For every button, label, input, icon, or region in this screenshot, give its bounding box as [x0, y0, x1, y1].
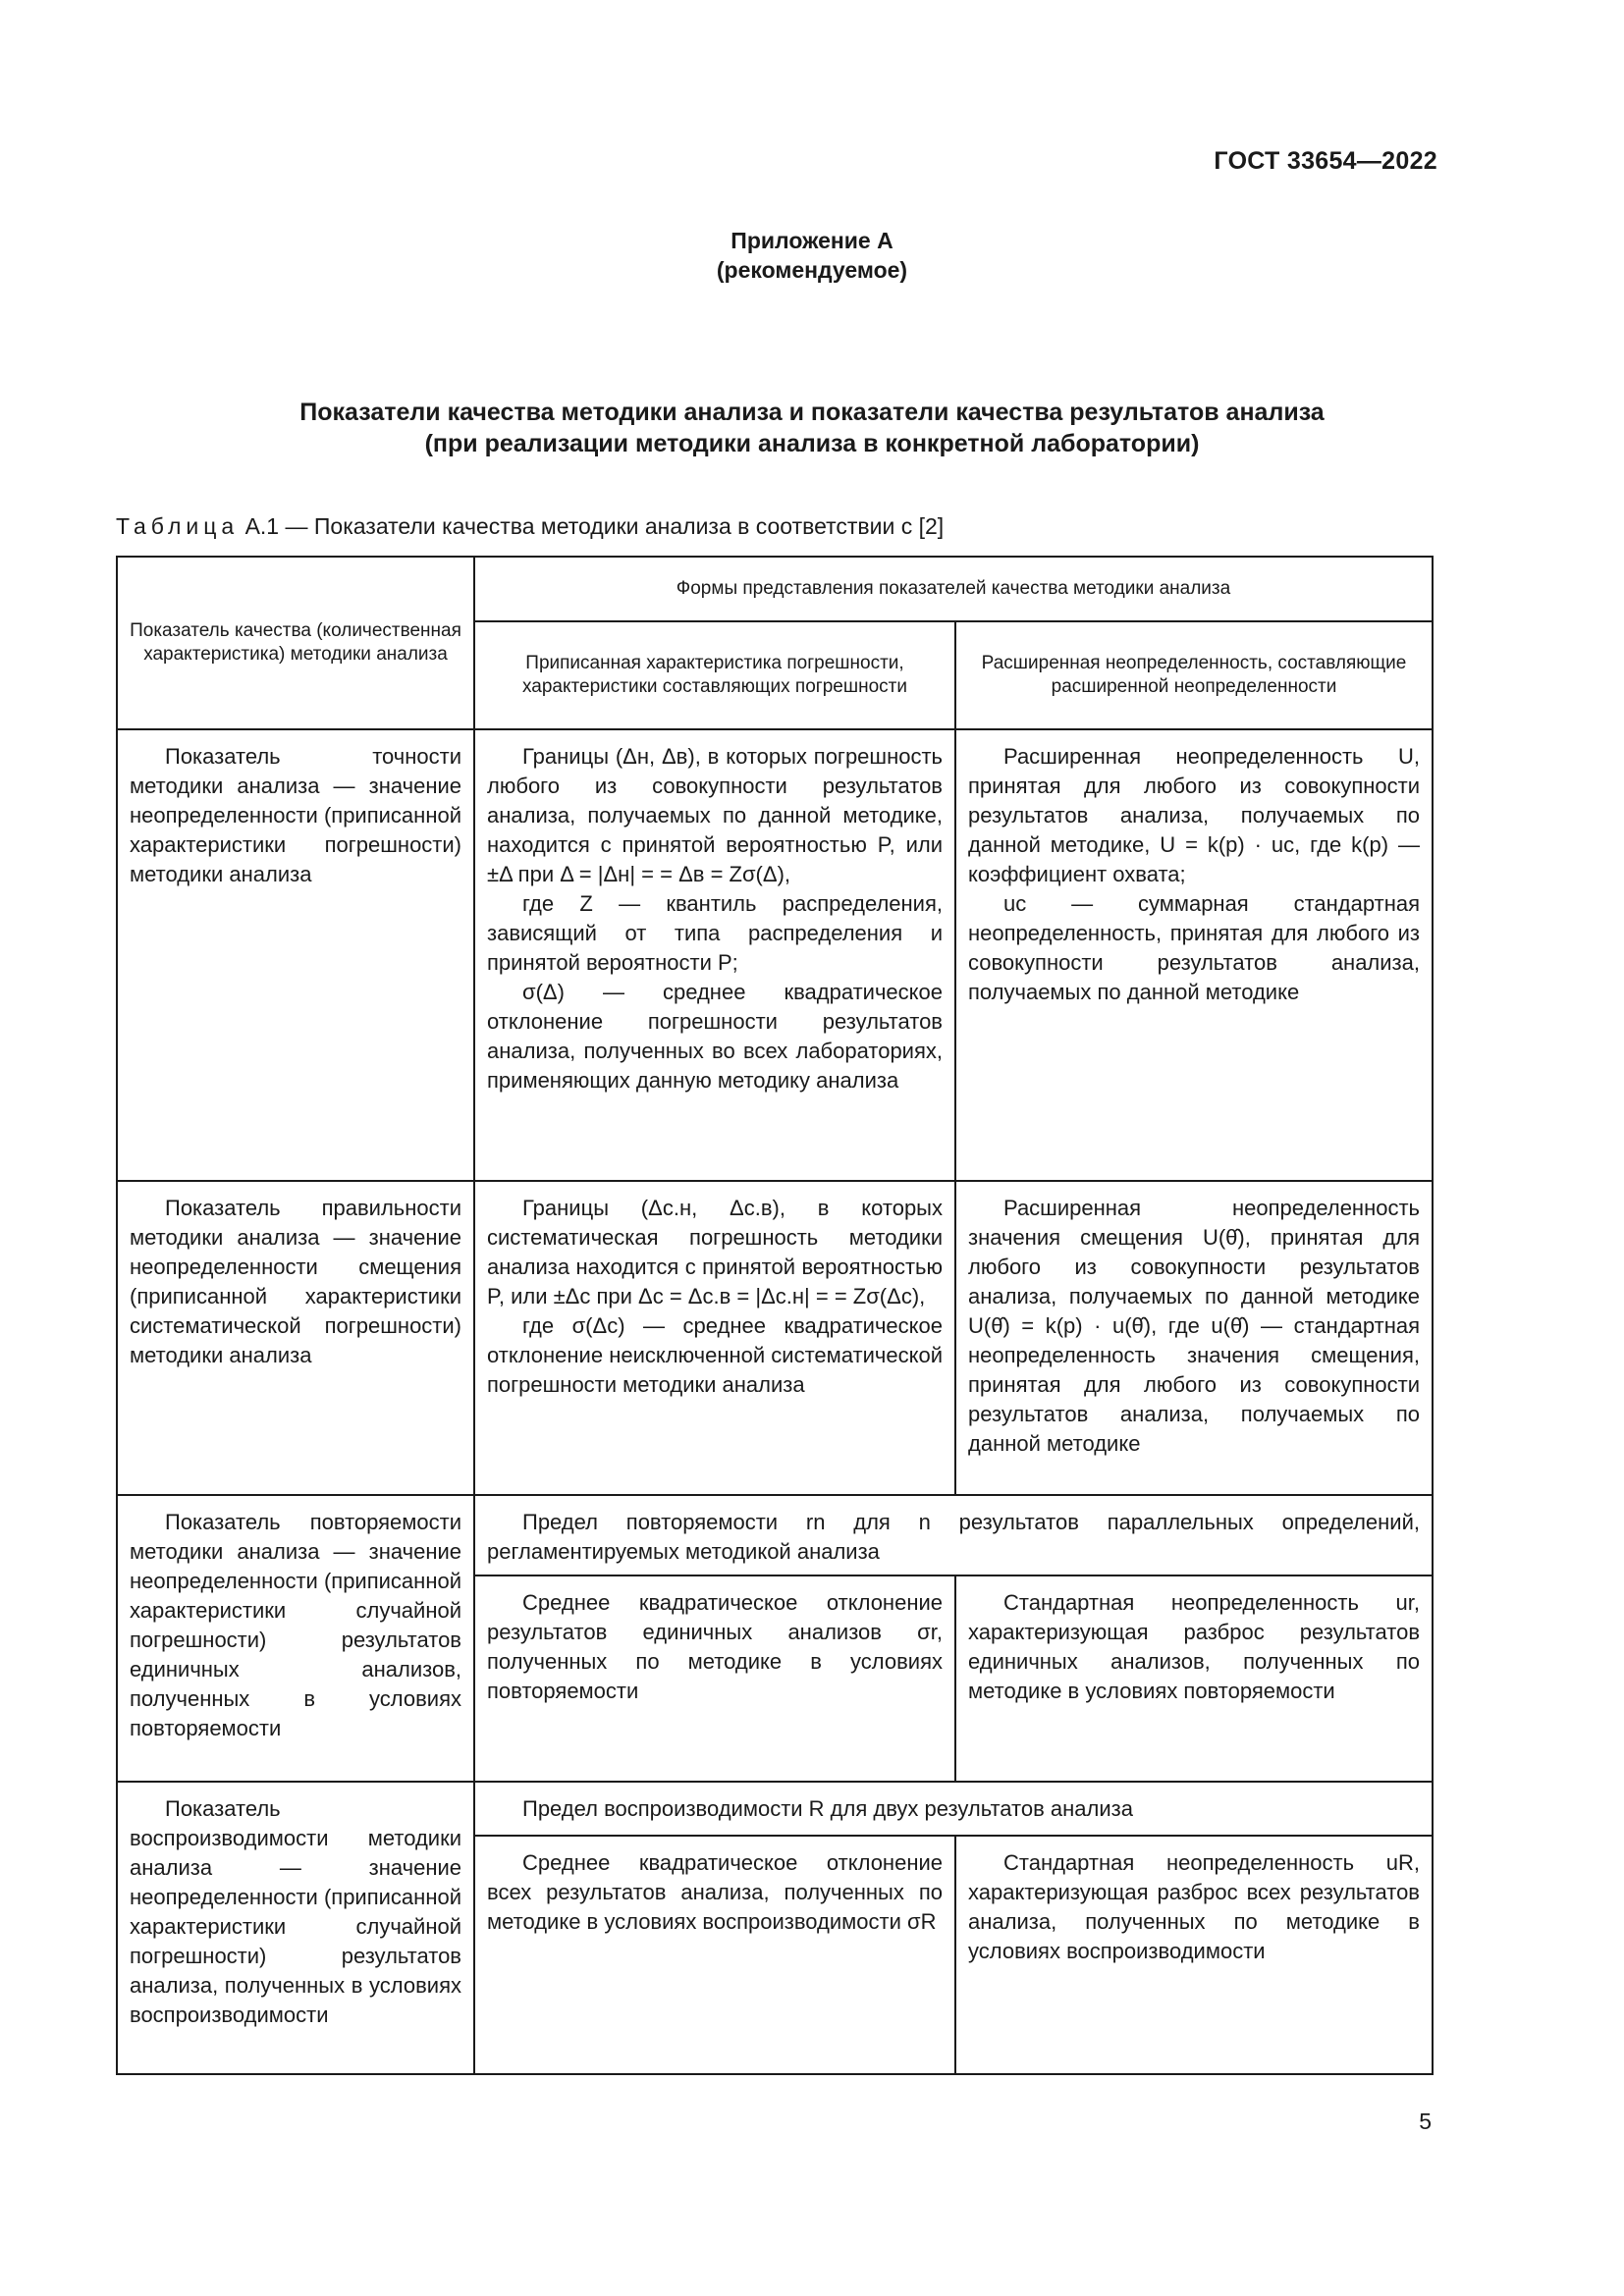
table-row	[117, 1782, 1433, 1836]
appendix-title: Приложение А	[731, 228, 893, 253]
error-paragraph: Границы (Δс.н, Δс.в), в которых систематическая погрешность методики анализа находится с принятой вероятностью P, или ±Δс при Δс = Δс.в = |Δс.н| = = Zσ(Δс),	[487, 1196, 943, 1308]
uncertainty-cell	[955, 1181, 1433, 1495]
error-paragraph: Границы (Δн, Δв), в которых погрешность любого из совокупности результатов анализа, получаемых по данной методике, находится с принятой вероятностью P, или ±Δ при Δ = |Δн| = = Δв = Zσ(Δ),	[487, 744, 943, 886]
document-number: ГОСТ 33654—2022	[1214, 147, 1437, 175]
indicator-text: Показатель правильности методики анализа — значение неопределенности смещения (приписанной характеристики систематической погрешности) методики анализа	[130, 1196, 461, 1367]
error-paragraph: Среднее квадратическое отклонение результатов единичных анализов σr, полученных по методике в условиях повторяемости	[487, 1590, 943, 1703]
limit-cell	[474, 1495, 1433, 1575]
indicator-cell	[117, 1495, 474, 1782]
col-error-header: Приписанная характеристика погрешности, характеристики составляющих погрешности	[474, 621, 955, 729]
uncertainty-cell	[955, 729, 1433, 1181]
table-row	[117, 1495, 1433, 1575]
error-cell	[474, 1181, 955, 1495]
indicator-text: Показатель точности методики анализа — значение неопределенности (приписанной характеристики погрешности) методики анализа	[130, 744, 461, 886]
error-cell	[474, 1575, 955, 1782]
error-paragraph: где σ(Δс) — среднее квадратическое отклонение неисключенной систематической погрешности методики анализа	[487, 1313, 943, 1397]
uncertainty-paragraph: uс — суммарная стандартная неопределенность, принятая для любого из совокупности результатов анализа, получаемых по данной методике	[968, 891, 1420, 1004]
error-paragraph: где Z — квантиль распределения, зависящий от типа распределения и принятой вероятности P;	[487, 891, 943, 975]
indicator-text: Показатель повторяемости методики анализа — значение неопределенности (приписанной характеристики случайной погрешности) результатов единичных анализов, полученных в условиях повторяемости	[130, 1510, 461, 1740]
error-paragraph: Среднее квадратическое отклонение всех результатов анализа, полученных по методике в условиях воспроизводимости σR	[487, 1849, 943, 1934]
table-caption-text: А.1 — Показатели качества методики анализа в соответствии с [2]	[244, 513, 945, 539]
limit-text: Предел воспроизводимости R для двух результатов анализа	[522, 1796, 1133, 1821]
table-caption-label: Таблица	[116, 513, 240, 539]
uncertainty-paragraph: Расширенная неопределенность U, принятая для любого из совокупности результатов анализа, получаемых по данной методике, U = k(p) · uс, где k(p) — коэффициент охвата;	[968, 744, 1420, 886]
error-cell	[474, 1836, 955, 2074]
limit-text: Предел повторяемости rn для n результатов параллельных определений, регламентируемых методикой анализа	[487, 1510, 1420, 1564]
uncertainty-cell	[955, 1575, 1433, 1782]
table-header-row-1	[117, 557, 1433, 621]
heading-line-2: (при реализации методики анализа в конкретной лаборатории)	[424, 430, 1200, 457]
table-row	[117, 729, 1433, 1181]
col-uncertainty-header: Расширенная неопределенность, составляющие расширенной неопределенности	[955, 621, 1433, 729]
uncertainty-paragraph: Стандартная неопределенность uR, характеризующая разброс всех результатов анализа, полученных по методике в условиях воспроизводимости	[968, 1849, 1420, 1963]
quality-indicators-table	[116, 556, 1434, 2075]
indicator-cell	[117, 1782, 474, 2074]
table-caption	[116, 513, 944, 540]
table-row	[117, 1181, 1433, 1495]
limit-cell	[474, 1782, 1433, 1836]
heading-line-1: Показатели качества методики анализа и показатели качества результатов анализа	[299, 399, 1325, 426]
col-indicator-header: Показатель качества (количественная характеристика) методики анализа	[117, 557, 474, 729]
indicator-text: Показатель воспроизводимости методики анализа — значение неопределенности (приписанной характеристики случайной погрешности) результатов анализа, полученных в условиях воспроизводимости	[130, 1796, 461, 2027]
uncertainty-cell	[955, 1836, 1433, 2074]
page-number: 5	[1419, 2109, 1432, 2134]
uncertainty-paragraph: Стандартная неопределенность ur, характеризующая разброс результатов единичных анализов, полученных по методике в условиях повторяемости	[968, 1590, 1420, 1703]
indicator-cell	[117, 729, 474, 1181]
forms-header: Формы представления показателей качества методики анализа	[474, 557, 1433, 621]
error-paragraph: σ(Δ) — среднее квадратическое отклонение погрешности результатов анализа, полученных во всех лабораториях, применяющих данную методику анализа	[487, 980, 943, 1093]
uncertainty-paragraph: Расширенная неопределенность значения смещения U(θ̂), принятая для любого из совокупности результатов анализа, получаемых по данной методике U(θ̂) = k(p) · u(θ̂), где u(θ̂) — стандартная неопределенность значения смещения, принятая для любого из совокупности результатов анализа, получаемых по данной методике	[968, 1196, 1420, 1456]
indicator-cell	[117, 1181, 474, 1495]
appendix-status: (рекомендуемое)	[716, 257, 908, 283]
error-cell	[474, 729, 955, 1181]
